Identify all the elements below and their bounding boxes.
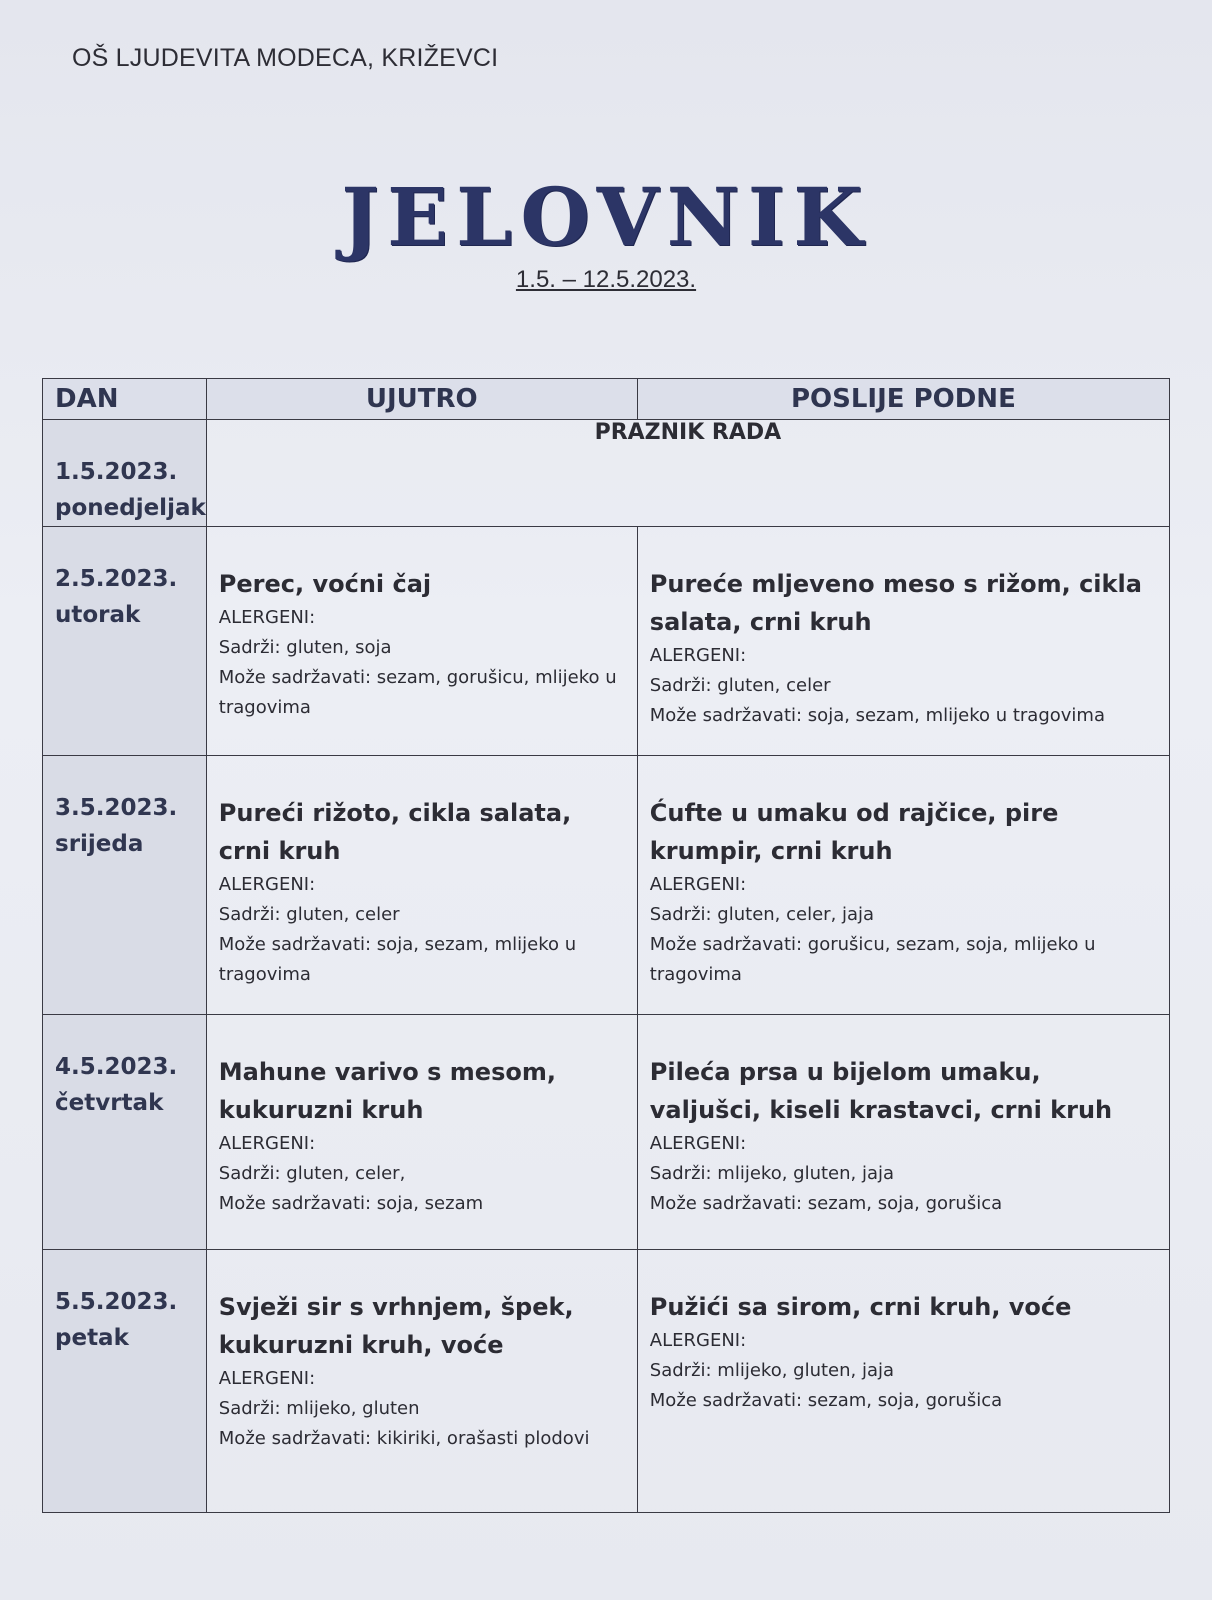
day-cell (43, 1250, 207, 1513)
header-morning: UJUTRO (206, 379, 637, 420)
dish-name: Perec, voćni čaj (218, 570, 432, 598)
table-row (43, 420, 1170, 527)
contains-text: Sadrži: gluten, soja (218, 637, 392, 658)
allergens-label: ALERGENI: (218, 607, 316, 628)
school-name: OŠ LJUDEVITA MODECA, KRIŽEVCI (72, 44, 499, 72)
table-row (43, 1250, 1170, 1513)
afternoon-meal-cell (637, 756, 1169, 1015)
contains-text: Sadrži: mlijeko, gluten, jaja (649, 1163, 895, 1184)
day-date: 2.5.2023. (55, 566, 178, 592)
holiday-cell: PRAZNIK RADA (206, 420, 1169, 527)
contains-text: Sadrži: gluten, celer, (218, 1163, 406, 1184)
may-contain-text: Može sadržavati: gorušicu, sezam, soja, mlijeko u tragovima (649, 934, 1096, 985)
may-contain-text: Može sadržavati: kikiriki, orašasti plodovi (218, 1428, 590, 1449)
may-contain-text: Može sadržavati: sezam, gorušicu, mlijeko u tragovima (218, 667, 617, 718)
day-date: 1.5.2023. (55, 459, 178, 485)
afternoon-meal-cell (637, 1250, 1169, 1513)
may-contain-text: Može sadržavati: soja, sezam (218, 1193, 484, 1214)
dish-name: Pureće mljeveno meso s rižom, cikla salata, crni kruh (649, 570, 1142, 636)
afternoon-meal-cell (637, 1015, 1169, 1250)
table-row (43, 527, 1170, 756)
morning-meal-cell (206, 1250, 637, 1513)
day-weekday: utorak (55, 602, 141, 628)
allergens-label: ALERGENI: (218, 1368, 316, 1389)
dish-name: Pileća prsa u bijelom umaku, valjušci, kiseli krastavci, crni kruh (649, 1058, 1113, 1124)
menu-table (42, 378, 1170, 1513)
allergens-label: ALERGENI: (649, 874, 747, 895)
day-cell (43, 756, 207, 1015)
morning-meal-cell (206, 1015, 637, 1250)
dish-name: Ćufte u umaku od rajčice, pire krumpir, crni kruh (649, 799, 1059, 865)
day-date: 5.5.2023. (55, 1289, 178, 1315)
day-cell (43, 527, 207, 756)
contains-text: Sadrži: gluten, celer, jaja (649, 904, 875, 925)
day-weekday: srijeda (55, 831, 144, 857)
dish-name: Pureći rižoto, cikla salata, crni kruh (218, 799, 572, 865)
header-row (43, 379, 1170, 420)
day-weekday: ponedjeljak (55, 495, 206, 521)
header-day: DAN (43, 379, 207, 420)
day-cell (43, 1015, 207, 1250)
dish-name: Svježi sir s vrhnjem, špek, kukuruzni kruh, voće (218, 1293, 574, 1359)
allergens-label: ALERGENI: (649, 645, 747, 666)
day-weekday: četvrtak (55, 1090, 164, 1116)
contains-text: Sadrži: gluten, celer (649, 675, 831, 696)
table-row (43, 1015, 1170, 1250)
allergens-label: ALERGENI: (649, 1330, 747, 1351)
day-weekday: petak (55, 1325, 129, 1351)
date-range (0, 266, 1212, 294)
may-contain-text: Može sadržavati: soja, sezam, mlijeko u tragovima (218, 934, 577, 985)
day-date: 3.5.2023. (55, 795, 178, 821)
may-contain-text: Može sadržavati: soja, sezam, mlijeko u tragovima (649, 705, 1105, 726)
morning-meal-cell (206, 527, 637, 756)
contains-text: Sadrži: mlijeko, gluten (218, 1398, 420, 1419)
dish-name: Mahune varivo s mesom, kukuruzni kruh (218, 1058, 556, 1124)
morning-meal-cell (206, 756, 637, 1015)
page-title: JELOVNIK (341, 170, 871, 264)
contains-text: Sadrži: gluten, celer (218, 904, 400, 925)
may-contain-text: Može sadržavati: sezam, soja, gorušica (649, 1390, 1003, 1411)
dish-name: Pužići sa sirom, crni kruh, voće (649, 1293, 1072, 1321)
afternoon-meal-cell (637, 527, 1169, 756)
allergens-label: ALERGENI: (218, 1133, 316, 1154)
may-contain-text: Može sadržavati: sezam, soja, gorušica (649, 1193, 1003, 1214)
day-cell (43, 420, 207, 527)
table-row (43, 756, 1170, 1015)
allergens-label: ALERGENI: (218, 874, 316, 895)
contains-text: Sadrži: mlijeko, gluten, jaja (649, 1360, 895, 1381)
allergens-label: ALERGENI: (649, 1133, 747, 1154)
header-afternoon: POSLIJE PODNE (637, 379, 1169, 420)
day-date: 4.5.2023. (55, 1054, 178, 1080)
date-range-text: 1.5. – 12.5.2023. (515, 266, 697, 293)
